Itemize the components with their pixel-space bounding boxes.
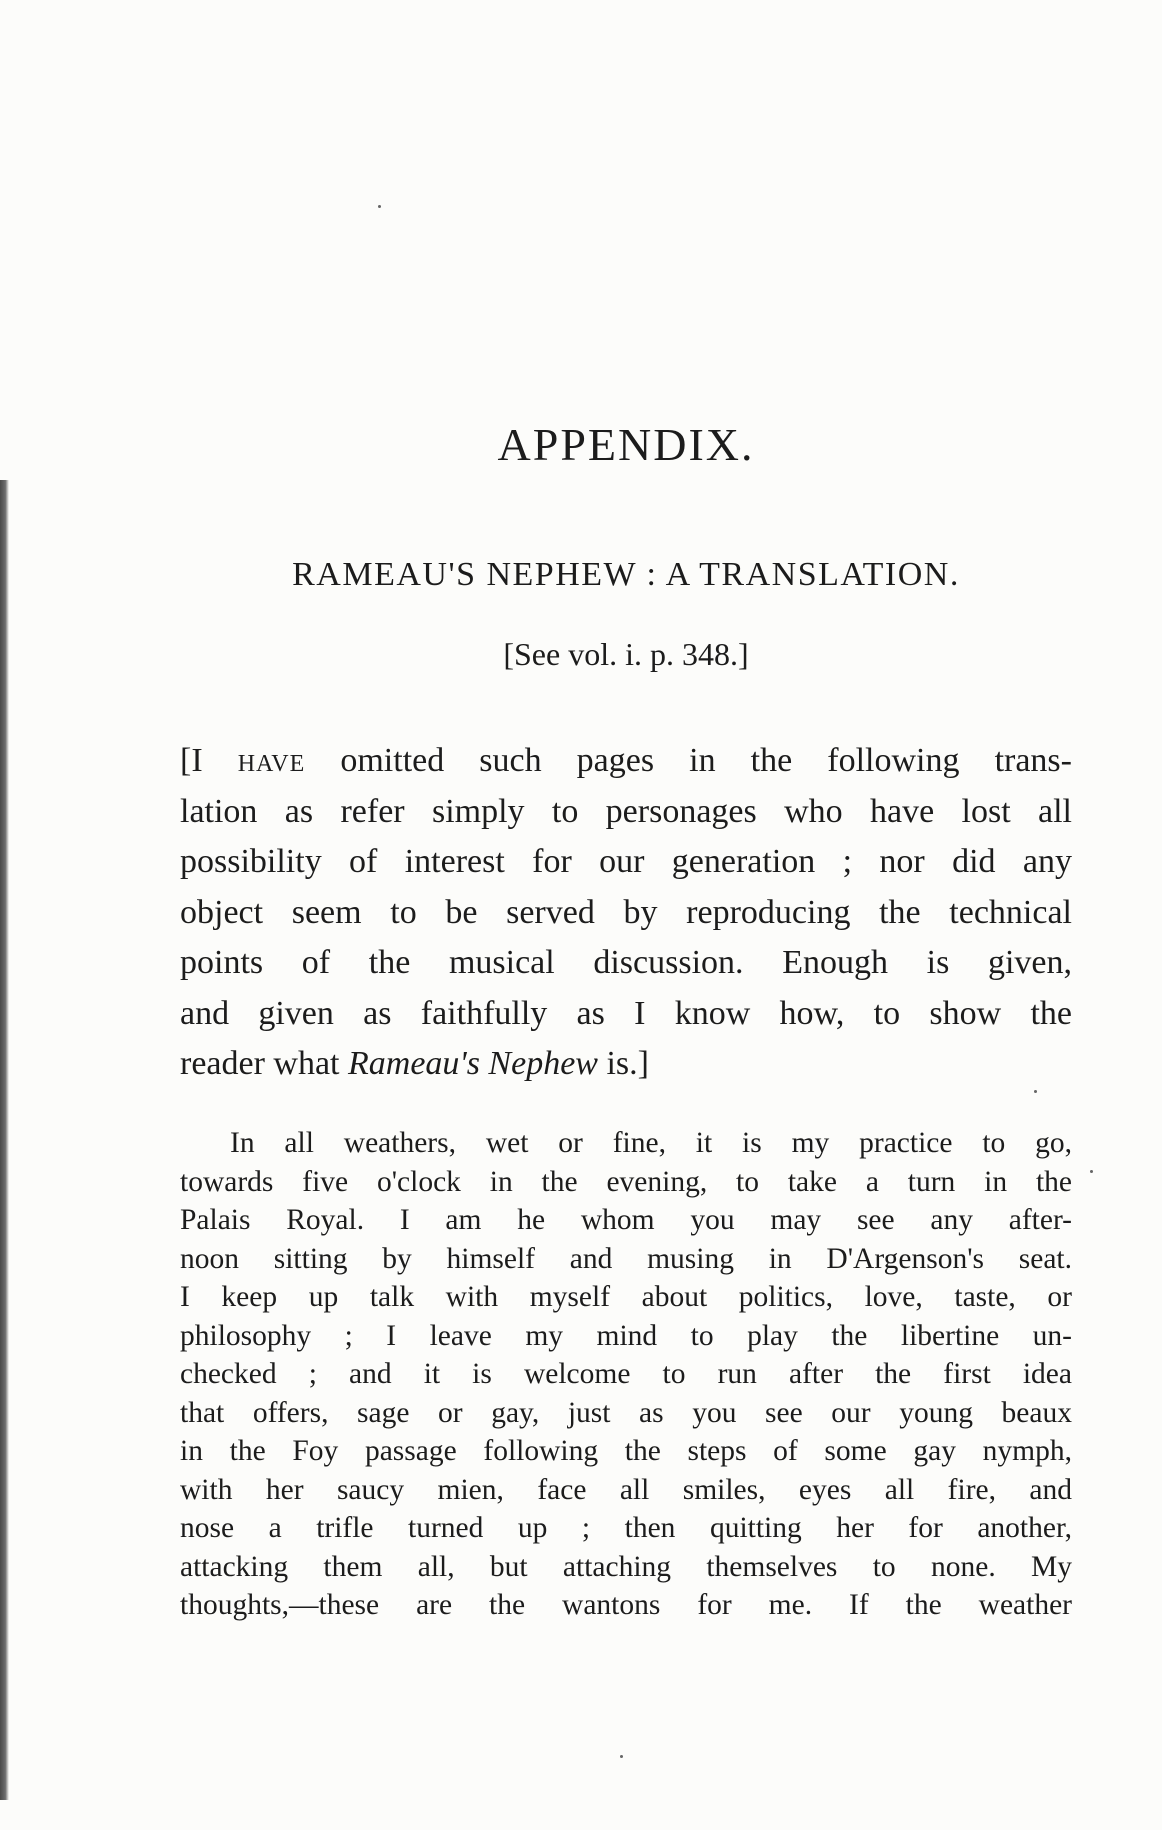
text-line: that offers, sage or gay, just as you see our young beaux	[180, 1396, 1072, 1429]
text-line: in the Foy passage following the steps of some gay nymph,	[180, 1435, 1072, 1467]
text-line: Palais Royal. I am he whom you may see any after-	[180, 1204, 1072, 1236]
preface-line: lation as refer simply to personages who have lost all	[180, 792, 1072, 830]
preface-line-1-rest: omitted such pages in the following trans-	[305, 742, 1072, 779]
preface-last-before: reader what	[180, 1045, 349, 1082]
book-title-italic: Rameau's Nephew	[348, 1045, 598, 1082]
volume-reference: [See vol. i. p. 348.]	[503, 636, 749, 672]
text-line: with her saucy mien, face all smiles, eyes all fire, and	[180, 1473, 1072, 1506]
text-line: philosophy ; I leave my mind to play the libertine un-	[180, 1319, 1072, 1352]
preface-line: and given as faithfully as I know how, to show the	[180, 994, 1072, 1032]
binding-edge-shadow	[0, 480, 9, 1800]
preface-last-after: is.]	[597, 1045, 649, 1082]
text-line: nose a trifle turned up ; then quitting her for another,	[180, 1512, 1072, 1544]
main-text	[180, 1124, 1072, 1625]
preface-open-bracket: [I	[180, 742, 238, 779]
text-line: I keep up talk with myself about politics, love, taste, or	[180, 1281, 1072, 1313]
text-line: thoughts,—these are the wantons for me. If the weather	[180, 1589, 1072, 1621]
appendix-heading: APPENDIX.	[497, 419, 755, 470]
text-line: In all weathers, wet or fine, it is my practice to go,	[230, 1127, 1072, 1159]
preface-line: object seem to be served by reproducing the technical	[180, 893, 1072, 931]
preface-smallcaps-word: have	[237, 742, 306, 779]
preface-line: possibility of interest for our generation ; nor did any	[180, 843, 1072, 880]
preface-line: points of the musical discussion. Enough is given,	[180, 944, 1072, 981]
scan-speck	[620, 1755, 623, 1758]
translation-subheading: RAMEAU'S NEPHEW : A TRANSLATION.	[292, 556, 960, 593]
scan-speck	[378, 205, 381, 208]
scan-speck	[1034, 1090, 1037, 1093]
text-line: noon sitting by himself and musing in D'Argenson's seat.	[180, 1242, 1072, 1275]
text-line: checked ; and it is welcome to run after the first idea	[180, 1358, 1072, 1390]
preface-line	[180, 736, 1072, 787]
translator-preface	[180, 736, 1072, 1090]
text-line: towards five o'clock in the evening, to take a turn in the	[180, 1165, 1072, 1198]
text-line: attacking them all, but attaching themselves to none. My	[180, 1550, 1072, 1583]
scan-speck	[1090, 1170, 1093, 1173]
preface-line	[180, 1039, 1072, 1090]
